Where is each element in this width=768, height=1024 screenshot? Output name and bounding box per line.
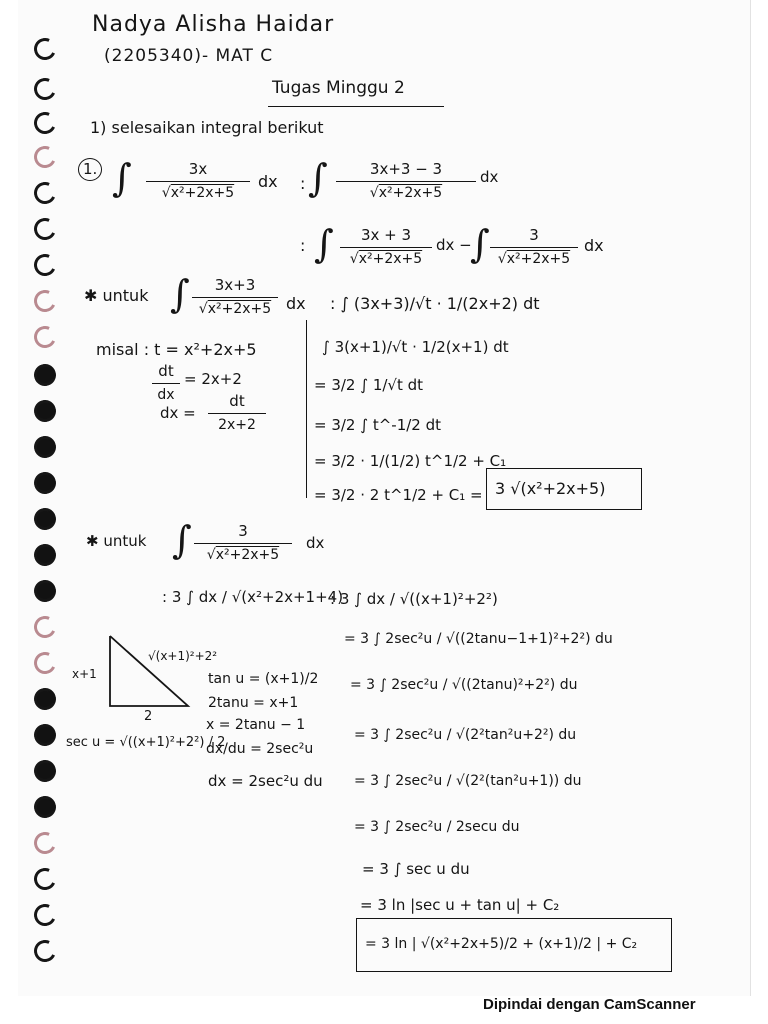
spiral-ring (31, 829, 59, 857)
dx-denominator: 2x+2 (218, 417, 256, 433)
spiral-ring (31, 685, 59, 713)
equals-sign: : (300, 236, 306, 255)
spiral-ring (31, 251, 59, 279)
assignment-title: Tugas Minggu 2 (272, 78, 405, 98)
integral-sign: ∫ (170, 272, 190, 316)
substitution-text: misal : t = x²+2x+5 (96, 340, 257, 359)
spiral-ring (31, 323, 59, 351)
dx-minus: dx − (436, 236, 472, 254)
dx-label: dx (306, 534, 325, 552)
dx-equals: dx = (160, 404, 196, 422)
radicand: x²+2x+5 (378, 185, 443, 201)
triangle-shape (110, 636, 188, 706)
part2-step3: = 3 ∫ 2sec²u / √((2tanu−1+1)²+2²) du (344, 631, 613, 647)
two-tan-relation: 2tanu = x+1 (208, 695, 299, 711)
step1-numerator: 3x+3 − 3 (369, 160, 443, 178)
part2-denominator: √x²+2x+5 (206, 547, 280, 563)
radicand: x²+2x+5 (207, 301, 272, 317)
integral-sign: ∫ (470, 222, 490, 266)
scanner-watermark: Dipindai dengan CamScanner (483, 996, 696, 1013)
spiral-ring (31, 721, 59, 749)
part1-step2: ∫ 3(x+1)/√t · 1/2(x+1) dt (322, 338, 509, 356)
dt-dx-denominator: dx (157, 387, 175, 403)
spiral-ring (31, 287, 59, 315)
part2-step4: = 3 ∫ 2sec²u / √((2tanu)²+2²) du (350, 677, 578, 693)
spiral-ring (31, 505, 59, 533)
radicand: x²+2x+5 (506, 251, 571, 267)
dx-fraction (208, 392, 266, 433)
triangle-opposite: x+1 (72, 667, 97, 681)
spiral-ring (31, 757, 59, 785)
spiral-ring (31, 109, 59, 137)
reference-triangle (92, 632, 202, 712)
part2-result: = 3 ln | √(x²+2x+5)/2 + (x+1)/2 | + C₂ (365, 936, 638, 952)
spiral-ring (31, 613, 59, 641)
part1-step5: = 3/2 · 1/(1/2) t^1/2 + C₁ (314, 452, 507, 470)
part1-step4: = 3/2 ∫ t^-1/2 dt (314, 416, 442, 434)
part2-step7: = 3 ∫ 2sec²u / 2secu du (354, 819, 520, 835)
part1-step6: = 3/2 · 2 t^1/2 + C₁ = (314, 486, 483, 504)
part2-step6: = 3 ∫ 2sec²u / √(2²(tan²u+1)) du (354, 773, 582, 789)
spiral-ring (31, 433, 59, 461)
integral-sign: ∫ (172, 518, 192, 562)
dx-label: dx (286, 294, 306, 313)
split-b-denominator: √x²+2x+5 (497, 251, 571, 267)
spiral-ring (31, 397, 59, 425)
spiral-ring (31, 649, 59, 677)
dx-relation: dx = 2sec²u du (208, 772, 323, 790)
part2-step5: = 3 ∫ 2sec²u / √(2²tan²u+2²) du (354, 727, 577, 743)
spiral-ring (31, 865, 59, 893)
spiral-ring (31, 143, 59, 171)
part1-step3: = 3/2 ∫ 1/√t dt (314, 376, 424, 394)
equals-sign: : (300, 174, 306, 193)
step1-denominator: √x²+2x+5 (369, 185, 443, 201)
dx-numerator: dt (229, 392, 245, 410)
spiral-ring (31, 35, 59, 63)
spiral-ring (31, 901, 59, 929)
part1-integrand (192, 276, 278, 317)
integral-sign: ∫ (112, 156, 132, 200)
x-relation: x = 2tanu − 1 (206, 717, 306, 733)
spiral-ring (31, 179, 59, 207)
part2-step2: : 3 ∫ dx / √((x+1)²+2²) (330, 590, 498, 608)
part1-result: 3 √(x²+2x+5) (495, 479, 606, 498)
spiral-ring (31, 215, 59, 243)
part1-label: ✱ untuk (84, 286, 149, 305)
step1-fraction (336, 160, 476, 201)
integrand-fraction (146, 160, 250, 201)
integral-sign: ∫ (314, 222, 334, 266)
dt-dx-rhs: = 2x+2 (184, 370, 242, 388)
spiral-ring (31, 361, 59, 389)
sec-relation: sec u = √((x+1)²+2²) / 2 (66, 735, 226, 750)
triangle-hypotenuse: √(x+1)²+2² (148, 649, 218, 663)
radicand: x²+2x+5 (170, 185, 235, 201)
dx-du-relation: dx/du = 2sec²u (206, 741, 314, 757)
part1-result-box (486, 468, 642, 510)
dx-label: dx (584, 236, 604, 255)
part1-numerator: 3x+3 (214, 276, 256, 294)
part2-step8: = 3 ∫ sec u du (362, 860, 470, 878)
part2-label: ✱ untuk (86, 532, 147, 550)
part2-result-box (356, 918, 672, 972)
split-b-fraction (490, 226, 578, 267)
spiral-ring (31, 469, 59, 497)
divider-line (306, 320, 307, 498)
problem-number: 1. (78, 158, 102, 181)
part2-step1: : 3 ∫ dx / √(x²+2x+1+4) (162, 588, 344, 606)
triangle-adjacent: 2 (144, 709, 153, 724)
student-id-class: (2205340)- MAT C (104, 46, 274, 66)
integrand-denominator: √x²+2x+5 (161, 185, 235, 201)
dt-dx-fraction (152, 362, 180, 403)
part2-numerator: 3 (238, 522, 248, 540)
dx-label: dx (480, 168, 499, 186)
integral-sign: ∫ (308, 156, 328, 200)
part1-step1: : ∫ (3x+3)/√t · 1/(2x+2) dt (330, 294, 540, 313)
part2-integrand (194, 522, 292, 563)
tan-relation: tan u = (x+1)/2 (208, 671, 319, 687)
spiral-ring (31, 75, 59, 103)
title-underline (268, 106, 444, 107)
part2-step9: = 3 ln |sec u + tan u| + C₂ (360, 896, 560, 914)
dx-label: dx (258, 172, 278, 191)
integrand-numerator: 3x (188, 160, 208, 178)
split-a-denominator: √x²+2x+5 (349, 251, 423, 267)
split-a-numerator: 3x + 3 (360, 226, 412, 244)
dt-dx-numerator: dt (158, 362, 174, 380)
spiral-ring (31, 541, 59, 569)
split-b-numerator: 3 (529, 226, 539, 244)
radicand: x²+2x+5 (215, 547, 280, 563)
split-a-fraction (340, 226, 432, 267)
spiral-ring (31, 577, 59, 605)
spiral-ring (31, 937, 59, 965)
instruction-text: 1) selesaikan integral berikut (90, 118, 324, 137)
part1-denominator: √x²+2x+5 (198, 301, 272, 317)
spiral-binding (0, 0, 70, 996)
spiral-ring (31, 793, 59, 821)
radicand: x²+2x+5 (358, 251, 423, 267)
student-name: Nadya Alisha Haidar (92, 12, 335, 37)
